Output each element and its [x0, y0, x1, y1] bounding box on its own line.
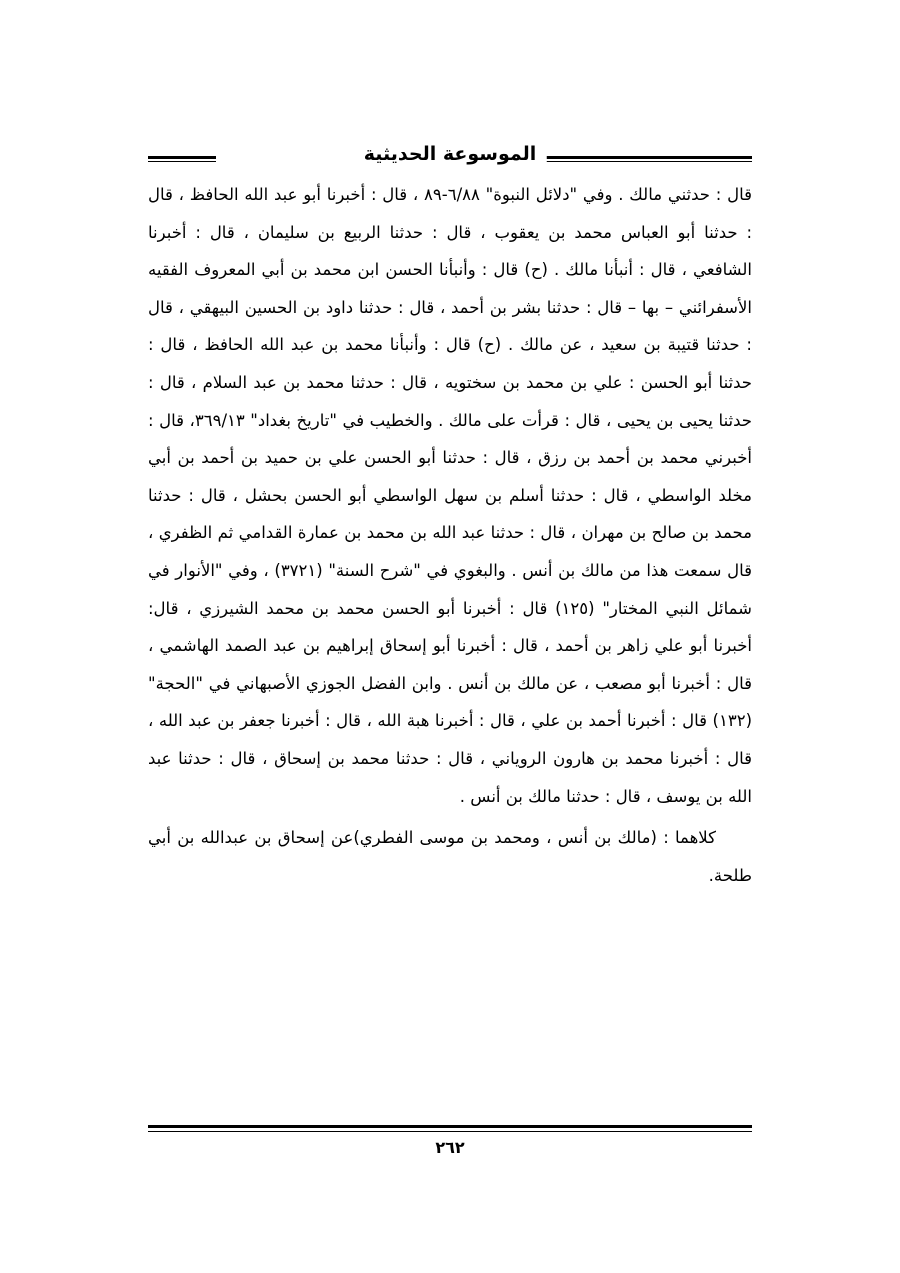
running-header-title: الموسوعة الحديثية — [354, 143, 547, 165]
document-page — [148, 140, 752, 1180]
running-header — [148, 140, 752, 176]
footer-rule-thick — [148, 1125, 752, 1128]
footer-rule-thin — [148, 1131, 752, 1132]
takhrij-paragraph: قال : حدثني مالك . وفي "دلائل النبوة" ٦/٨٨-٨٩ ، قال : أخبرنا أبو عبد الله الحافظ ، قال : حدثنا أبو العباس محمد بن يعقوب ، قال : حدثنا الربيع بن سليمان ، قال : أخبرنا الشافعي ، قال : أنبأنا مالك . (ح) قال : وأنبأنا الحسن ابن محمد بن أبي المعروف الفقيه الأسفرائني – بها – قال : حدثنا بشر بن أحمد ، قال : حدثنا داود بن الحسين البيهقي ، قال : حدثنا قتيبة بن سعيد ، عن مالك . (ح) قال : وأنبأنا محمد بن عبد الله الحافظ ، قال : حدثنا أبو الحسن : علي بن محمد بن سختويه ، قال : حدثنا محمد بن عبد السلام ، قال : حدثنا يحيى بن يحيى ، قال : قرأت على مالك . والخطيب في "تاريخ بغداد" ٣٦٩/١٣، قال : أخبرني محمد بن أحمد بن رزق ، قال : حدثنا أبو الحسن علي بن حميد بن أحمد بن أبي مخلد الواسطي ، قال : حدثنا أسلم بن سهل الواسطي أبو الحسن بحشل ، قال : حدثنا محمد بن صالح بن مهران ، قال : حدثنا عبد الله بن محمد بن عمارة القدامي ثم الظفري ، قال سمعت هذا من مالك بن أنس . والبغوي في "شرح السنة" (٣٧٢١) ، وفي "الأنوار في شمائل النبي المختار" (١٢٥) قال : أخبرنا أبو الحسن محمد بن محمد الشيرزي ، قال: أخبرنا أبو علي زاهر بن أحمد ، قال : أخبرنا أبو إسحاق إبراهيم بن عبد الصمد الهاشمي ، قال : أخبرنا أبو مصعب ، عن مالك بن أنس . وابن الفضل الجوزي الأصبهاني في "الحجة" (١٣٢) قال : أخبرنا أحمد بن علي ، قال : أخبرنا هبة الله ، قال : أخبرنا جعفر بن عبد الله ، قال : أخبرنا محمد بن هارون الروياني ، قال : حدثنا محمد بن إسحاق ، قال : حدثنا عبد الله بن يوسف ، قال : حدثنا مالك بن أنس . — [148, 185, 753, 806]
body-text — [148, 176, 752, 894]
page-number: ٢٦٢ — [435, 1138, 465, 1157]
summary-paragraph: كلاهما : (مالك بن أنس ، ومحمد بن موسى الفطري)عن إسحاق بن عبدالله بن أبي طلحة. — [148, 828, 752, 885]
header-rule-left — [148, 156, 216, 162]
